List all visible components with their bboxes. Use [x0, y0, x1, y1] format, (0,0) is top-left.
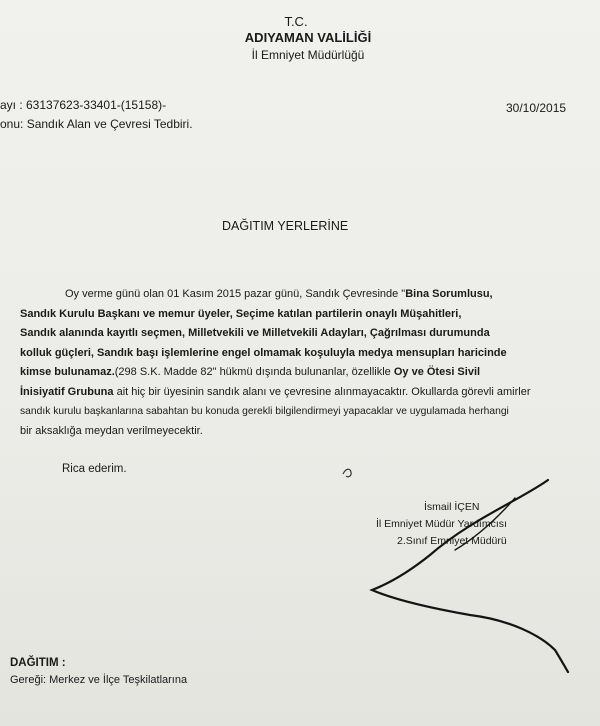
paragraph-line: kolluk güçleri, Sandık başı işlemlerine engel olmamak koşuluyla medya mensupları haricinde: [20, 346, 507, 359]
paragraph-line: İnisiyatif Grubuna ait hiç bir üyesinin sandık alanı ve çevresine alınmayacaktır. Okullarda görevli amirler: [20, 385, 531, 398]
paragraph-line: Sandık Kurulu Başkanı ve memur üyeler, Seçime katılan partilerin onaylı Müşahitleri,: [20, 307, 462, 320]
signer-title: İl Emniyet Müdür Yardımcısı: [376, 518, 507, 530]
document-number: ayı : 63137623-33401-(15158)-: [0, 98, 167, 112]
distribution-label: DAĞITIM :: [10, 657, 66, 669]
closing-text: Rica ederim.: [62, 463, 127, 475]
header-governorship: ADIYAMAN VALİLİĞİ: [244, 30, 372, 45]
signer-rank: 2.Sınıf Emniyet Müdürü: [397, 535, 507, 547]
paragraph-line: bir aksaklığa meydan verilmeyecektir.: [20, 424, 203, 437]
header-tc: T.C.: [284, 14, 308, 29]
paragraph-line: Oy verme günü olan 01 Kasım 2015 pazar günü, Sandık Çevresinde "Bina Sorumlusu,: [65, 288, 493, 300]
paragraph-line: kimse bulunamaz.(298 S.K. Madde 82" hükmü dışında bulunanlar, özellikle Oy ve Ötesi Sivil: [20, 366, 481, 378]
header-directorate: İl Emniyet Müdürlüğü: [251, 48, 365, 62]
document-subject: onu: Sandık Alan ve Çevresi Tedbiri.: [0, 117, 193, 131]
paragraph-line: Sandık alanında kayıtlı seçmen, Milletvekili ve Milletvekili Adayları, Çağrılması durumunda: [20, 327, 490, 339]
signer-name: İsmail İÇEN: [424, 501, 480, 513]
paragraph-line: sandık kurulu başkanlarına sabahtan bu konuda gerekli bilgilendirmeyi yapacaklar ve uygulamada herhangi: [20, 406, 509, 417]
document-date: 30/10/2015: [506, 101, 567, 115]
distribution-title: DAĞITIM YERLERİNE: [222, 219, 349, 233]
distribution-recipients: Gereği: Merkez ve İlçe Teşkilatlarına: [10, 674, 188, 686]
